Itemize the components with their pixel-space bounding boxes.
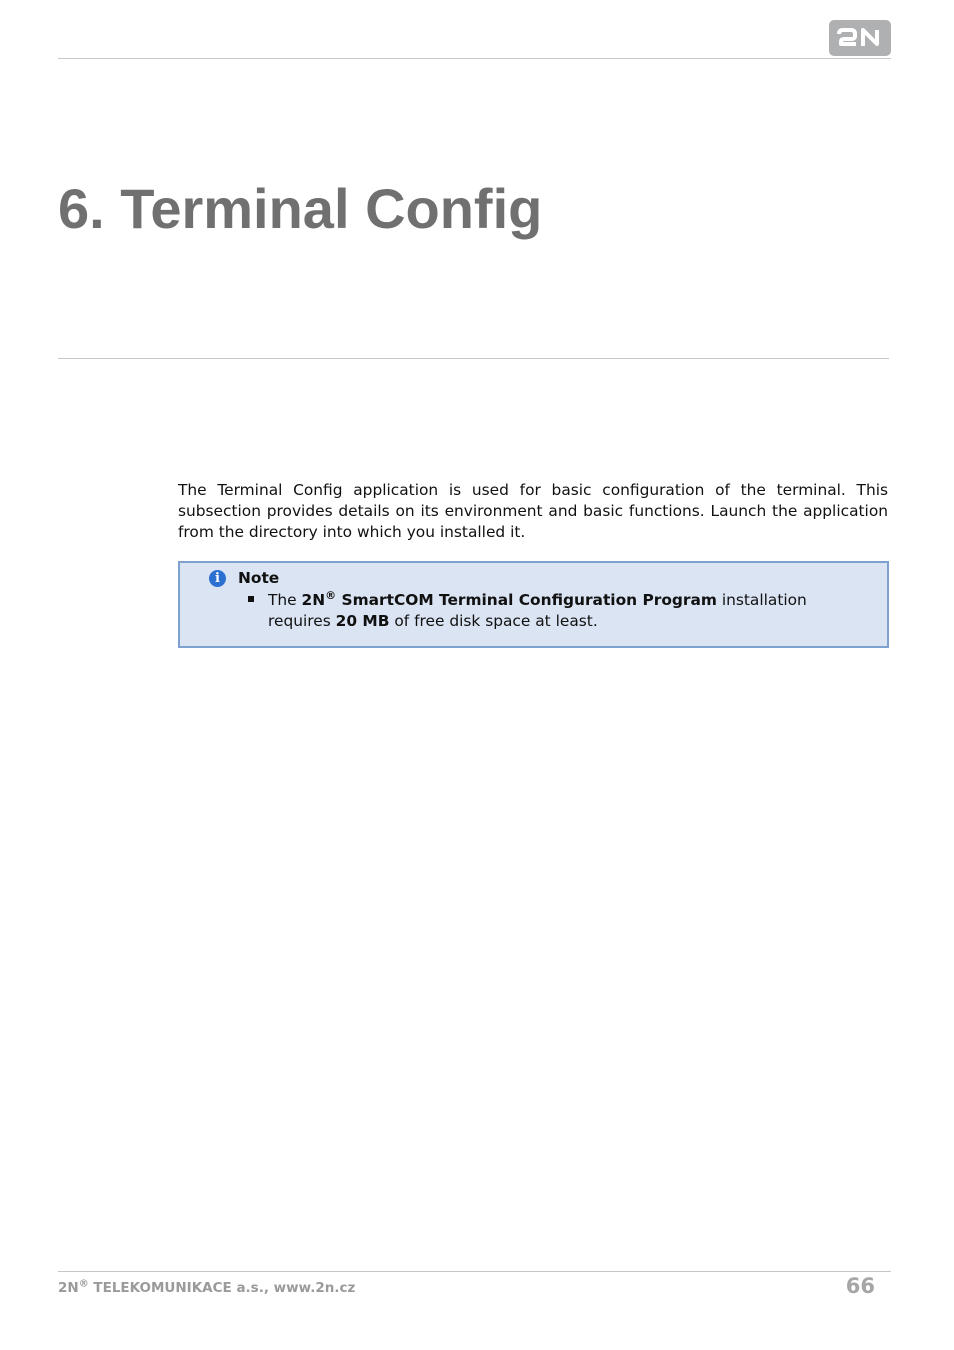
note-list <box>268 590 868 632</box>
footer-company <box>58 1279 355 1297</box>
info-icon: i <box>209 570 226 587</box>
bullet-square-icon <box>248 596 254 602</box>
page-number: 66 <box>845 1274 875 1298</box>
note-text-start: The <box>268 591 302 609</box>
note-title: Note <box>238 569 280 587</box>
intro-paragraph: The Terminal Config application is used for basic configuration of the terminal. This subsection provides details on its environment and basic functions. Launch the application from the directory into which you installed it. <box>178 481 888 541</box>
list-item <box>268 590 868 632</box>
footer-company-name: TELEKOMUNIKACE a.s., www.2n.cz <box>88 1280 356 1296</box>
footer-registered-mark: ® <box>78 1278 89 1290</box>
brand-name: 2N <box>301 591 326 609</box>
brand-logo <box>829 20 891 56</box>
title-divider <box>58 358 889 359</box>
footer-divider <box>58 1271 891 1272</box>
logo-mark <box>829 20 891 56</box>
note-header <box>209 568 279 588</box>
footer-brand: 2N <box>58 1280 79 1296</box>
note-text-middle: installation requires <box>268 591 807 630</box>
chapter-title: 6. Terminal Config <box>58 177 543 240</box>
note-text-end: of free disk space at least. <box>389 612 598 630</box>
header-divider <box>58 58 891 59</box>
product-name: SmartCOM Terminal Configuration Program <box>336 591 717 609</box>
registered-mark: ® <box>325 588 337 602</box>
note-box <box>178 561 889 648</box>
disk-space-value: 20 MB <box>335 612 390 630</box>
